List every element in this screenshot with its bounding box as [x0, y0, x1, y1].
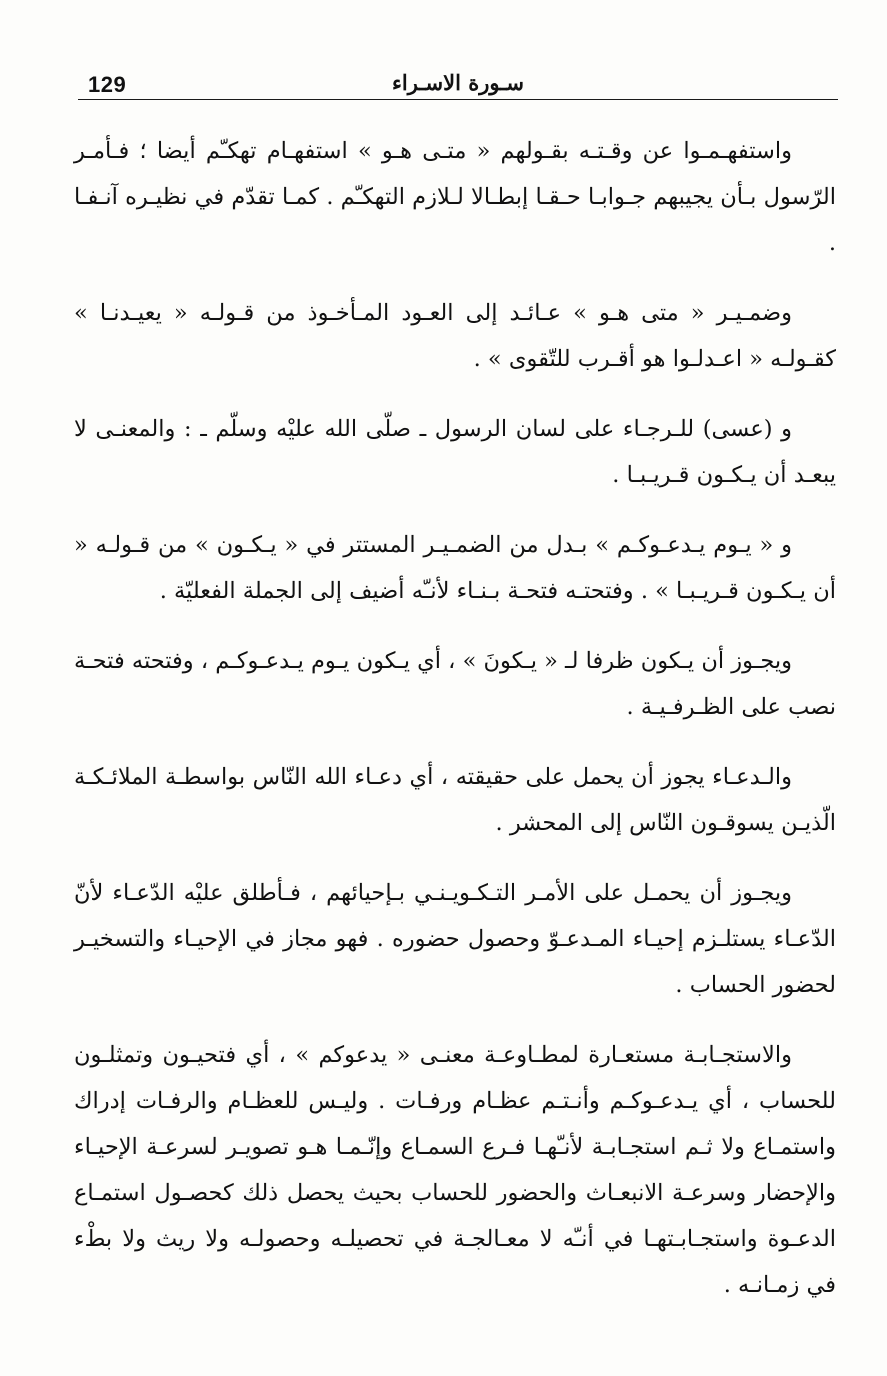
header-divider	[78, 99, 838, 100]
surah-title: سـورة الاسـراء	[392, 70, 524, 95]
commentary-text	[74, 128, 836, 1332]
paragraph-8: والاستجـابـة مستعـارة لمطـاوعـة معنـى « يدعوكم » ، أي فتحيـون وتمثلـون للحساب ، أي يـدعـوكـم وأنـتـم عظـام ورفـات . وليـس للعظـام والرفـات إدراك واستمـاع ولا ثـم استجـابـة لأنـّهـا فـرع السمـاع وإنّـمـا هـو تصويـر لسرعـة الإحيـاء والإحضار وسرعـة الانبعـاث والحضور للحساب بحيث يحصل ذلك كحصـول استمـاع الدعـوة واستجـابـتهـا في أنـّه لا معـالجـة في تحصيلـه وحصولـه ولا ريث ولا بطْء في زمـانـه .	[74, 1042, 836, 1298]
paragraph-7: ويجـوز أن يحمـل على الأمـر التـكـويـنـي بـإحيائهم ، فـأطلق عليْه الدّعـاء لأنّ الدّعـاء يستلـزم إحيـاء المـدعـوّ وحصول حضوره . فهو مجاز في الإحيـاء والتسخيـر لحضور الحساب .	[74, 880, 836, 998]
paragraph-6: والـدعـاء يجوز أن يحمل على حقيقته ، أي دعـاء الله النّاس بواسطـة الملائـكـة الّذيـن يسوقـون النّاس إلى المحشر .	[74, 764, 836, 836]
page-header	[78, 64, 838, 100]
paragraph-5: ويجـوز أن يـكون ظرفا لـ « يـكونَ » ، أي يـكون يـوم يـدعـوكـم ، وفتحته فتحـة نصب على الظـرفـيـة .	[74, 648, 836, 720]
paragraph-4: و « يـوم يـدعـوكـم » بـدل من الضمـيـر المستتر في « يـكـون » من قـولـه « أن يـكـون قـريـبـا » . وفتحتـه فتحـة بـنـاء لأنـّه أضيف إلى الجملة الفعليّة .	[74, 532, 836, 604]
page-number: 129	[88, 72, 127, 97]
paragraph-1: واستفهـمـوا عن وقـتـه بقـولهم « متـى هـو » استفهـام تهكـّم أيضا ؛ فـأمـر الرّسول بـأن يجيبهم جـوابـا حـقـا إبطـالا لـلازم التهكـّم . كمـا تقدّم في نظيـره آنـفـا .	[74, 138, 836, 256]
paragraph-3: و (عسى) للـرجـاء على لسان الرسول ـ صلّى الله عليْه وسلّم ـ : والمعنـى لا يبعـد أن يـكـون قـريـبـا .	[74, 416, 836, 488]
paragraph-2: وضمـيـر « متى هـو » عـائـد إلى العـود المـأخـوذ من قـولـه « يعيـدنـا » كقـولـه « اعـدلـوا هو أقـرب للتّقوى » .	[74, 300, 836, 372]
